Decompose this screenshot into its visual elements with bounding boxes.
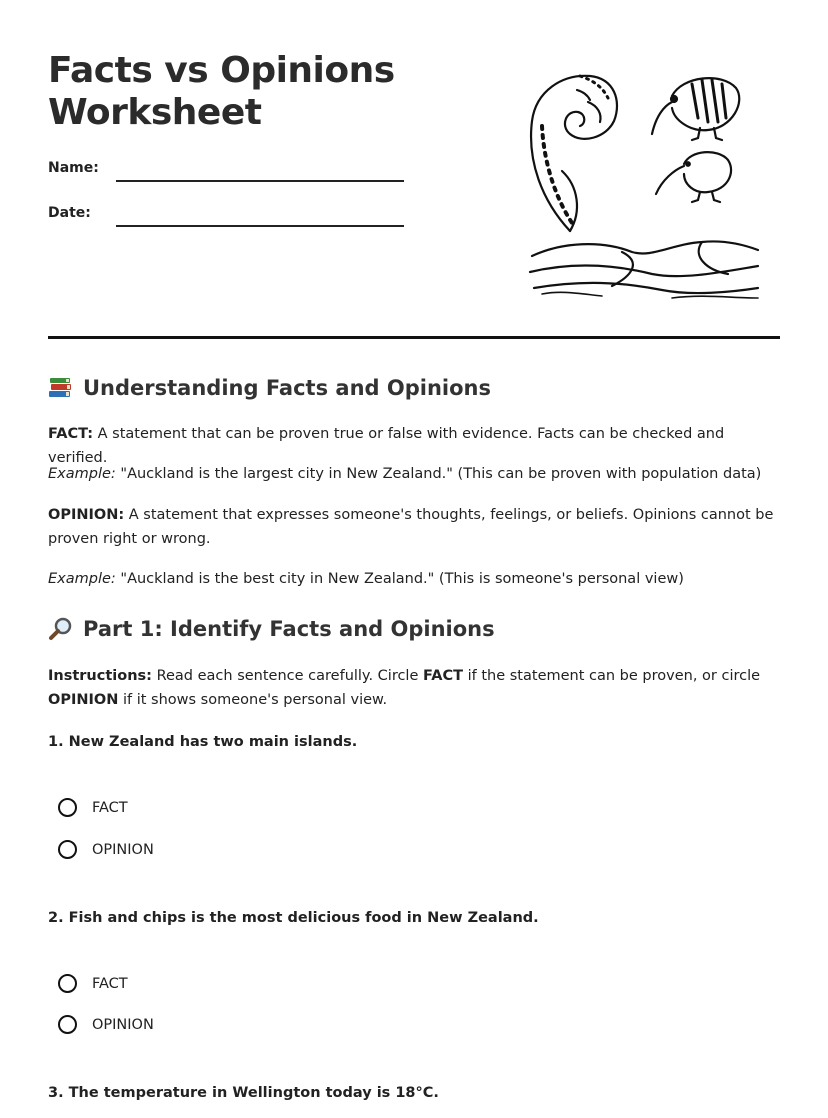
option-label: OPINION xyxy=(92,1016,154,1033)
name-label: Name: xyxy=(48,160,99,176)
instructions-text: if it shows someone's personal view. xyxy=(118,692,388,708)
opinion-definition xyxy=(48,503,780,551)
part1-instructions xyxy=(48,664,780,712)
instructions-label: Instructions: xyxy=(48,668,152,684)
kiwi-bird-outline xyxy=(656,152,731,202)
part1-heading-text: Part 1: Identify Facts and Opinions xyxy=(83,617,495,641)
option-label: OPINION xyxy=(92,841,154,858)
name-field[interactable] xyxy=(48,160,408,190)
option-label: FACT xyxy=(92,975,128,992)
date-line[interactable] xyxy=(116,225,404,227)
instructions-text: Read each sentence carefully. Circle xyxy=(151,668,423,684)
radio-button[interactable] xyxy=(58,1015,77,1034)
understanding-heading xyxy=(48,376,491,400)
opinion-text: A statement that expresses someone's thoughts, feelings, or beliefs. Opinions cannot be proven right or wrong. xyxy=(48,507,774,547)
instructions-text: if the statement can be proven, or circle xyxy=(463,668,761,684)
example-label: Example: xyxy=(48,571,116,587)
question-1-option-fact[interactable] xyxy=(58,798,128,817)
title-line-2: Worksheet xyxy=(48,92,262,133)
understanding-heading-text: Understanding Facts and Opinions xyxy=(83,376,491,400)
kiwi-bird-patterned xyxy=(652,78,739,140)
date-label: Date: xyxy=(48,205,91,221)
fact-example xyxy=(48,462,780,486)
header-divider xyxy=(48,336,780,339)
radio-button[interactable] xyxy=(58,840,77,859)
magnifying-glass-icon xyxy=(48,617,74,641)
question-2: 2. Fish and chips is the most delicious food in New Zealand. xyxy=(48,910,539,926)
question-3: 3. The temperature in Wellington today is 18°C. xyxy=(48,1085,439,1101)
title-line-1: Facts vs Opinions xyxy=(48,50,395,91)
radio-button[interactable] xyxy=(58,974,77,993)
landscape-hills xyxy=(530,241,758,298)
part1-heading xyxy=(48,617,495,641)
question-1-option-opinion[interactable] xyxy=(58,840,154,859)
example-text: "Auckland is the best city in New Zealand." (This is someone's personal view) xyxy=(115,571,684,587)
fact-term: FACT: xyxy=(48,426,94,442)
example-text: "Auckland is the largest city in New Zealand." (This can be proven with population data) xyxy=(115,466,762,482)
worksheet-title xyxy=(48,50,395,134)
fact-text: A statement that can be proven true or false with evidence. Facts can be checked and verified. xyxy=(48,426,725,466)
instructions-fact: FACT xyxy=(423,668,463,684)
date-field[interactable] xyxy=(48,205,408,235)
question-1: 1. New Zealand has two main islands. xyxy=(48,734,358,750)
books-icon xyxy=(48,376,74,400)
opinion-example xyxy=(48,567,780,591)
opinion-term: OPINION: xyxy=(48,507,125,523)
instructions-opinion: OPINION xyxy=(48,692,119,708)
option-label: FACT xyxy=(92,799,128,816)
radio-button[interactable] xyxy=(58,798,77,817)
question-2-option-opinion[interactable] xyxy=(58,1015,154,1034)
question-2-option-fact[interactable] xyxy=(58,974,128,993)
kiwi-landscape-illustration xyxy=(522,66,772,306)
name-line[interactable] xyxy=(116,180,404,182)
example-label: Example: xyxy=(48,466,116,482)
